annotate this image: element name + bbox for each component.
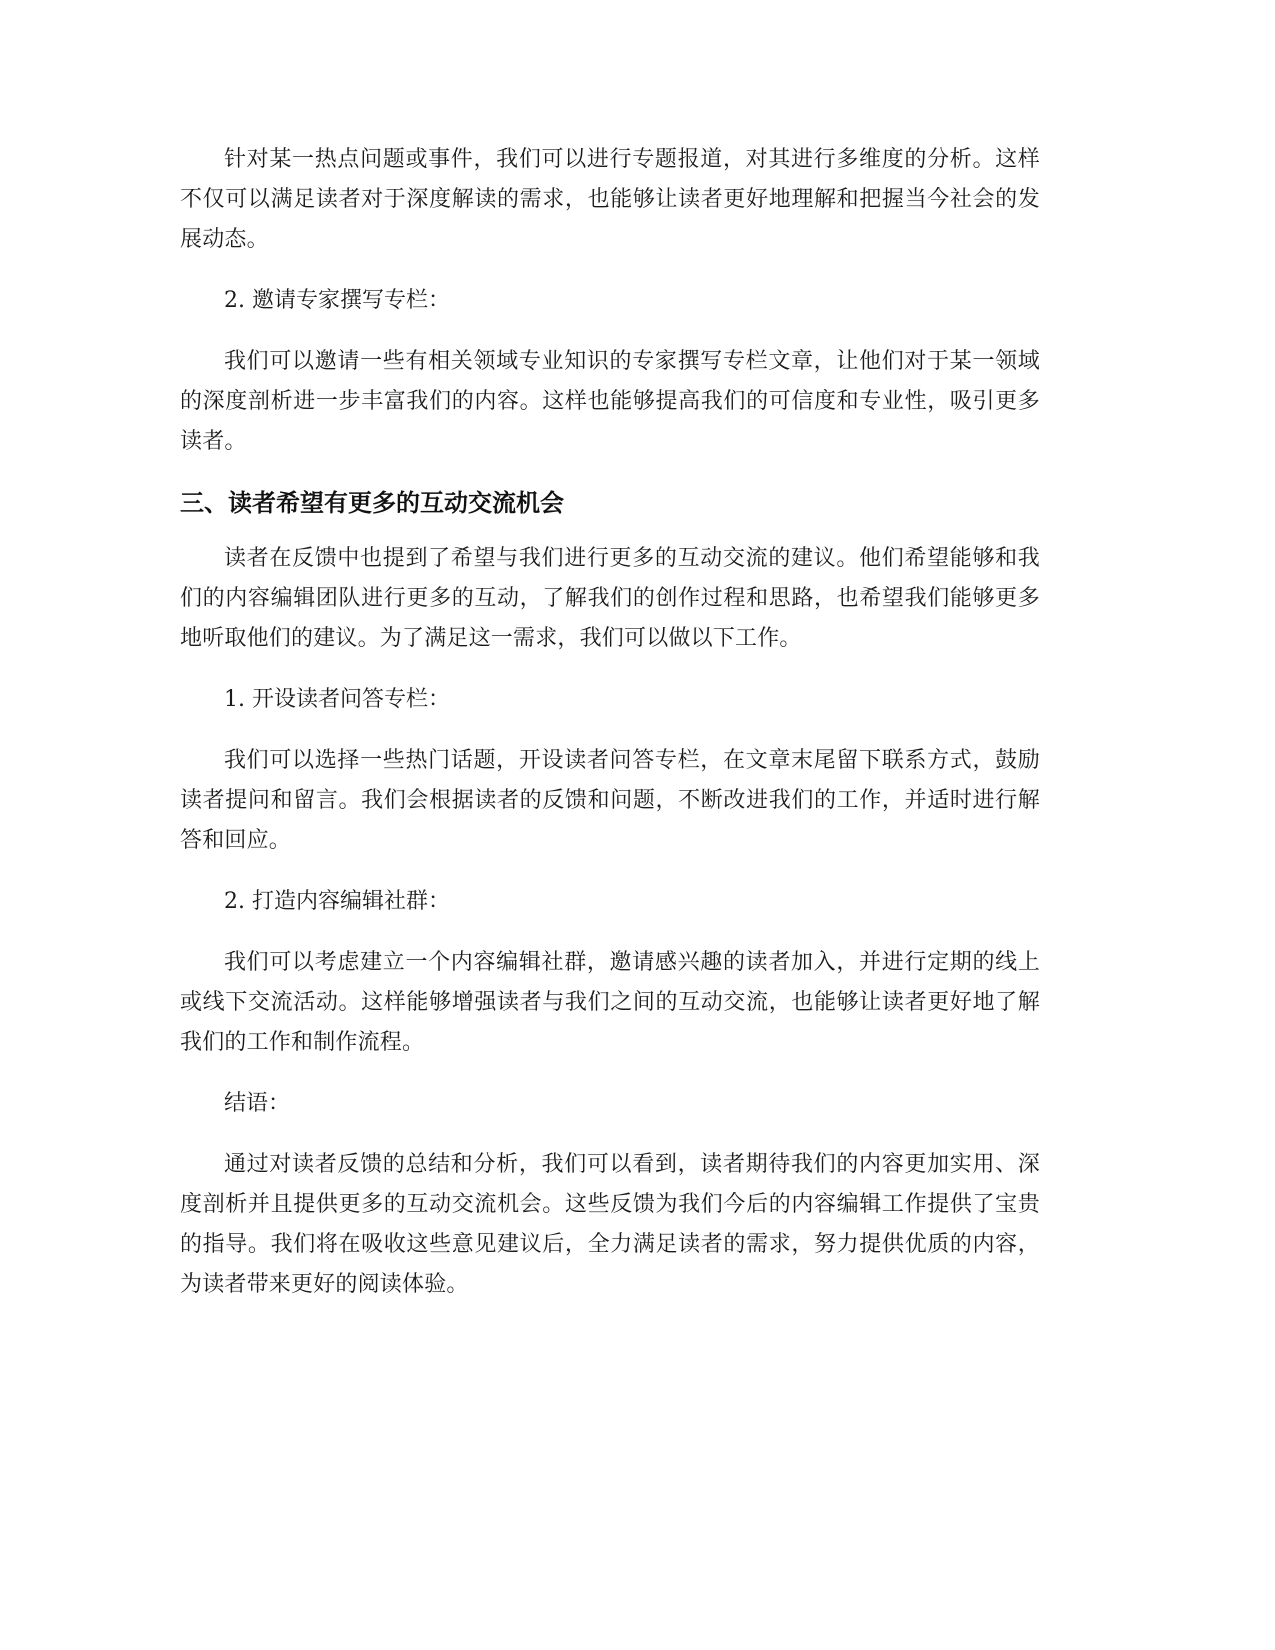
list-item-qa-column: 1. 开设读者问答专栏：: [224, 687, 450, 712]
paragraph-interaction-intro: 读者在反馈中也提到了希望与我们进行更多的互动交流的建议。他们希望能够和我们的内容编辑团队进行更多的互动，了解我们的创作过程和思路，也希望我们能够更多地听取他们的建议。为了满足这一需求，我们可以做以下工作。: [180, 546, 1040, 651]
list-item-expert-column: 2. 邀请专家撰写专栏：: [224, 288, 450, 313]
list-item-community: 2. 打造内容编辑社群：: [224, 889, 450, 914]
paragraph-conclusion: 通过对读者反馈的总结和分析，我们可以看到，读者期待我们的内容更加实用、深度剖析并且提供更多的互动交流机会。这些反馈为我们今后的内容编辑工作提供了宝贵的指导。我们将在吸收这些意见建议后，全力满足读者的需求，努力提供优质的内容，为读者带来更好的阅读体验。: [180, 1152, 1040, 1297]
paragraph-community: 我们可以考虑建立一个内容编辑社群，邀请感兴趣的读者加入，并进行定期的线上或线下交流活动。这样能够增强读者与我们之间的互动交流，也能够让读者更好地了解我们的工作和制作流程。: [180, 950, 1040, 1055]
document-body: [180, 140, 1040, 1326]
conclusion-label: 结语：: [224, 1091, 291, 1116]
paragraph-qa-column: 我们可以选择一些热门话题，开设读者问答专栏，在文章末尾留下联系方式，鼓励读者提问和留言。我们会根据读者的反馈和问题，不断改进我们的工作，并适时进行解答和回应。: [180, 748, 1040, 853]
paragraph-topic-reports: 针对某一热点问题或事件，我们可以进行专题报道，对其进行多维度的分析。这样不仅可以满足读者对于深度解读的需求，也能够让读者更好地理解和把握当今社会的发展动态。: [180, 147, 1040, 252]
paragraph-expert-column: 我们可以邀请一些有相关领域专业知识的专家撰写专栏文章，让他们对于某一领域的深度剖析进一步丰富我们的内容。这样也能够提高我们的可信度和专业性，吸引更多读者。: [180, 349, 1040, 454]
section-heading-interaction: 三、读者希望有更多的互动交流机会: [180, 489, 564, 517]
